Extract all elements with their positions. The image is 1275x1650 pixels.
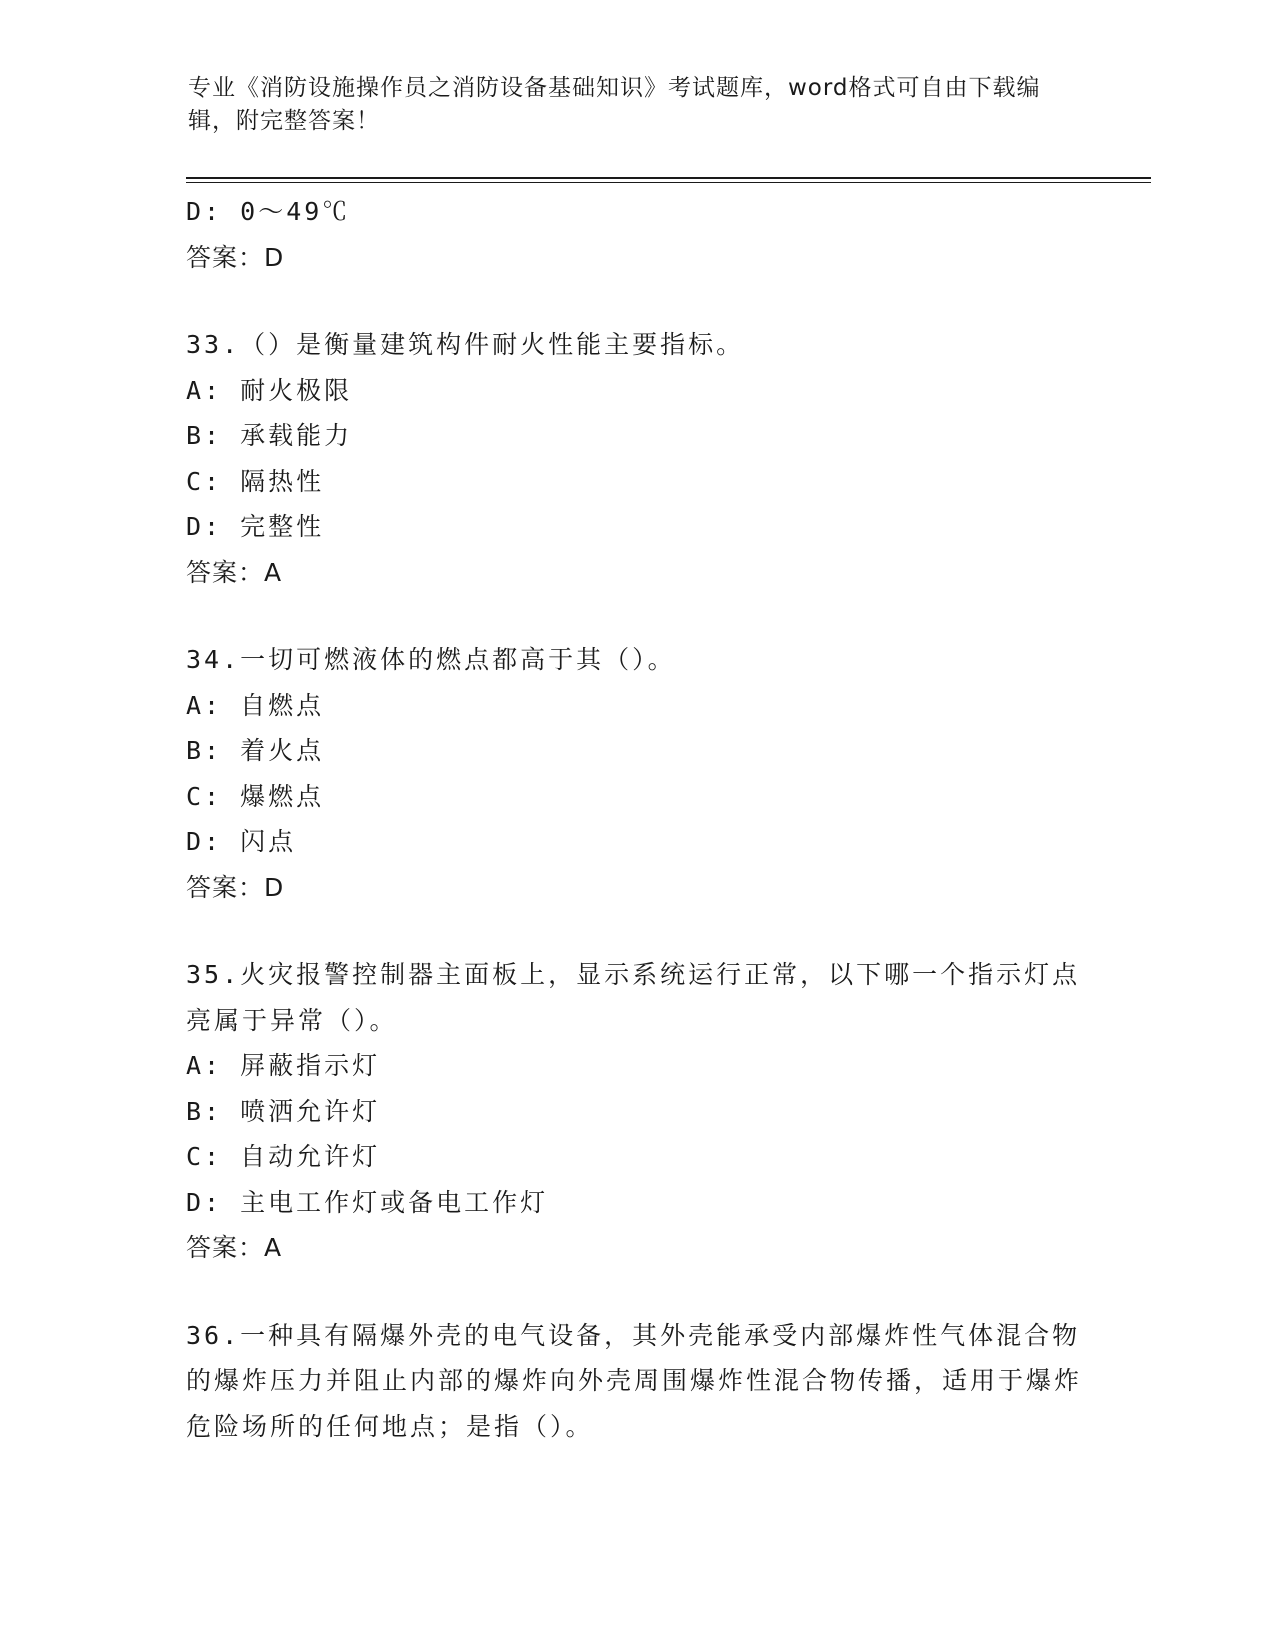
answer: 答案：D xyxy=(186,872,285,902)
option-b: B: 着火点 xyxy=(186,736,325,765)
option-b: B: 喷洒允许灯 xyxy=(186,1096,381,1126)
question-35 xyxy=(186,952,1116,1271)
document-header: 专业《消防设施操作员之消防设备基础知识》考试题库，word格式可自由下载编辑，附完整答案！ xyxy=(188,75,1041,134)
option-d: D: 0～49℃ xyxy=(186,197,351,226)
header-divider-thick xyxy=(186,177,1151,179)
option-c: C: 隔热性 xyxy=(186,466,325,496)
question-stem: 34.一切可燃液体的燃点都高于其（）。 xyxy=(186,645,676,674)
option-a: A: 屏蔽指示灯 xyxy=(186,1051,381,1080)
answer: 答案：A xyxy=(186,557,283,587)
option-d: D: 闪点 xyxy=(186,827,297,856)
option-a: A: 自燃点 xyxy=(186,690,325,720)
option-c: C: 爆燃点 xyxy=(186,781,325,811)
option-d: D: 完整性 xyxy=(186,512,325,541)
question-33 xyxy=(186,322,1116,595)
option-d: D: 主电工作灯或备电工作灯 xyxy=(186,1187,549,1217)
question-36 xyxy=(186,1313,1116,1450)
question-stem: 33.（）是衡量建筑构件耐火性能主要指标。 xyxy=(186,330,745,359)
answer: 答案：D xyxy=(186,242,285,272)
question-stem: 36.一种具有隔爆外壳的电气设备，其外壳能承受内部爆炸性气体混合物的爆炸压力并阻止内部的爆炸向外壳周围爆炸性混合物传播，适用于爆炸危险场所的任何地点；是指（）。 xyxy=(186,1320,1083,1441)
question-list xyxy=(186,189,1116,1449)
question-34 xyxy=(186,637,1116,910)
option-a: A: 耐火极限 xyxy=(186,375,353,405)
question-stem: 35.火灾报警控制器主面板上，显示系统运行正常，以下哪一个指示灯点亮属于异常（）。 xyxy=(186,960,1081,1035)
option-c: C: 自动允许灯 xyxy=(186,1142,381,1171)
answer: 答案：A xyxy=(186,1233,283,1262)
header-divider-thin xyxy=(186,182,1151,183)
option-b: B: 承载能力 xyxy=(186,421,353,450)
